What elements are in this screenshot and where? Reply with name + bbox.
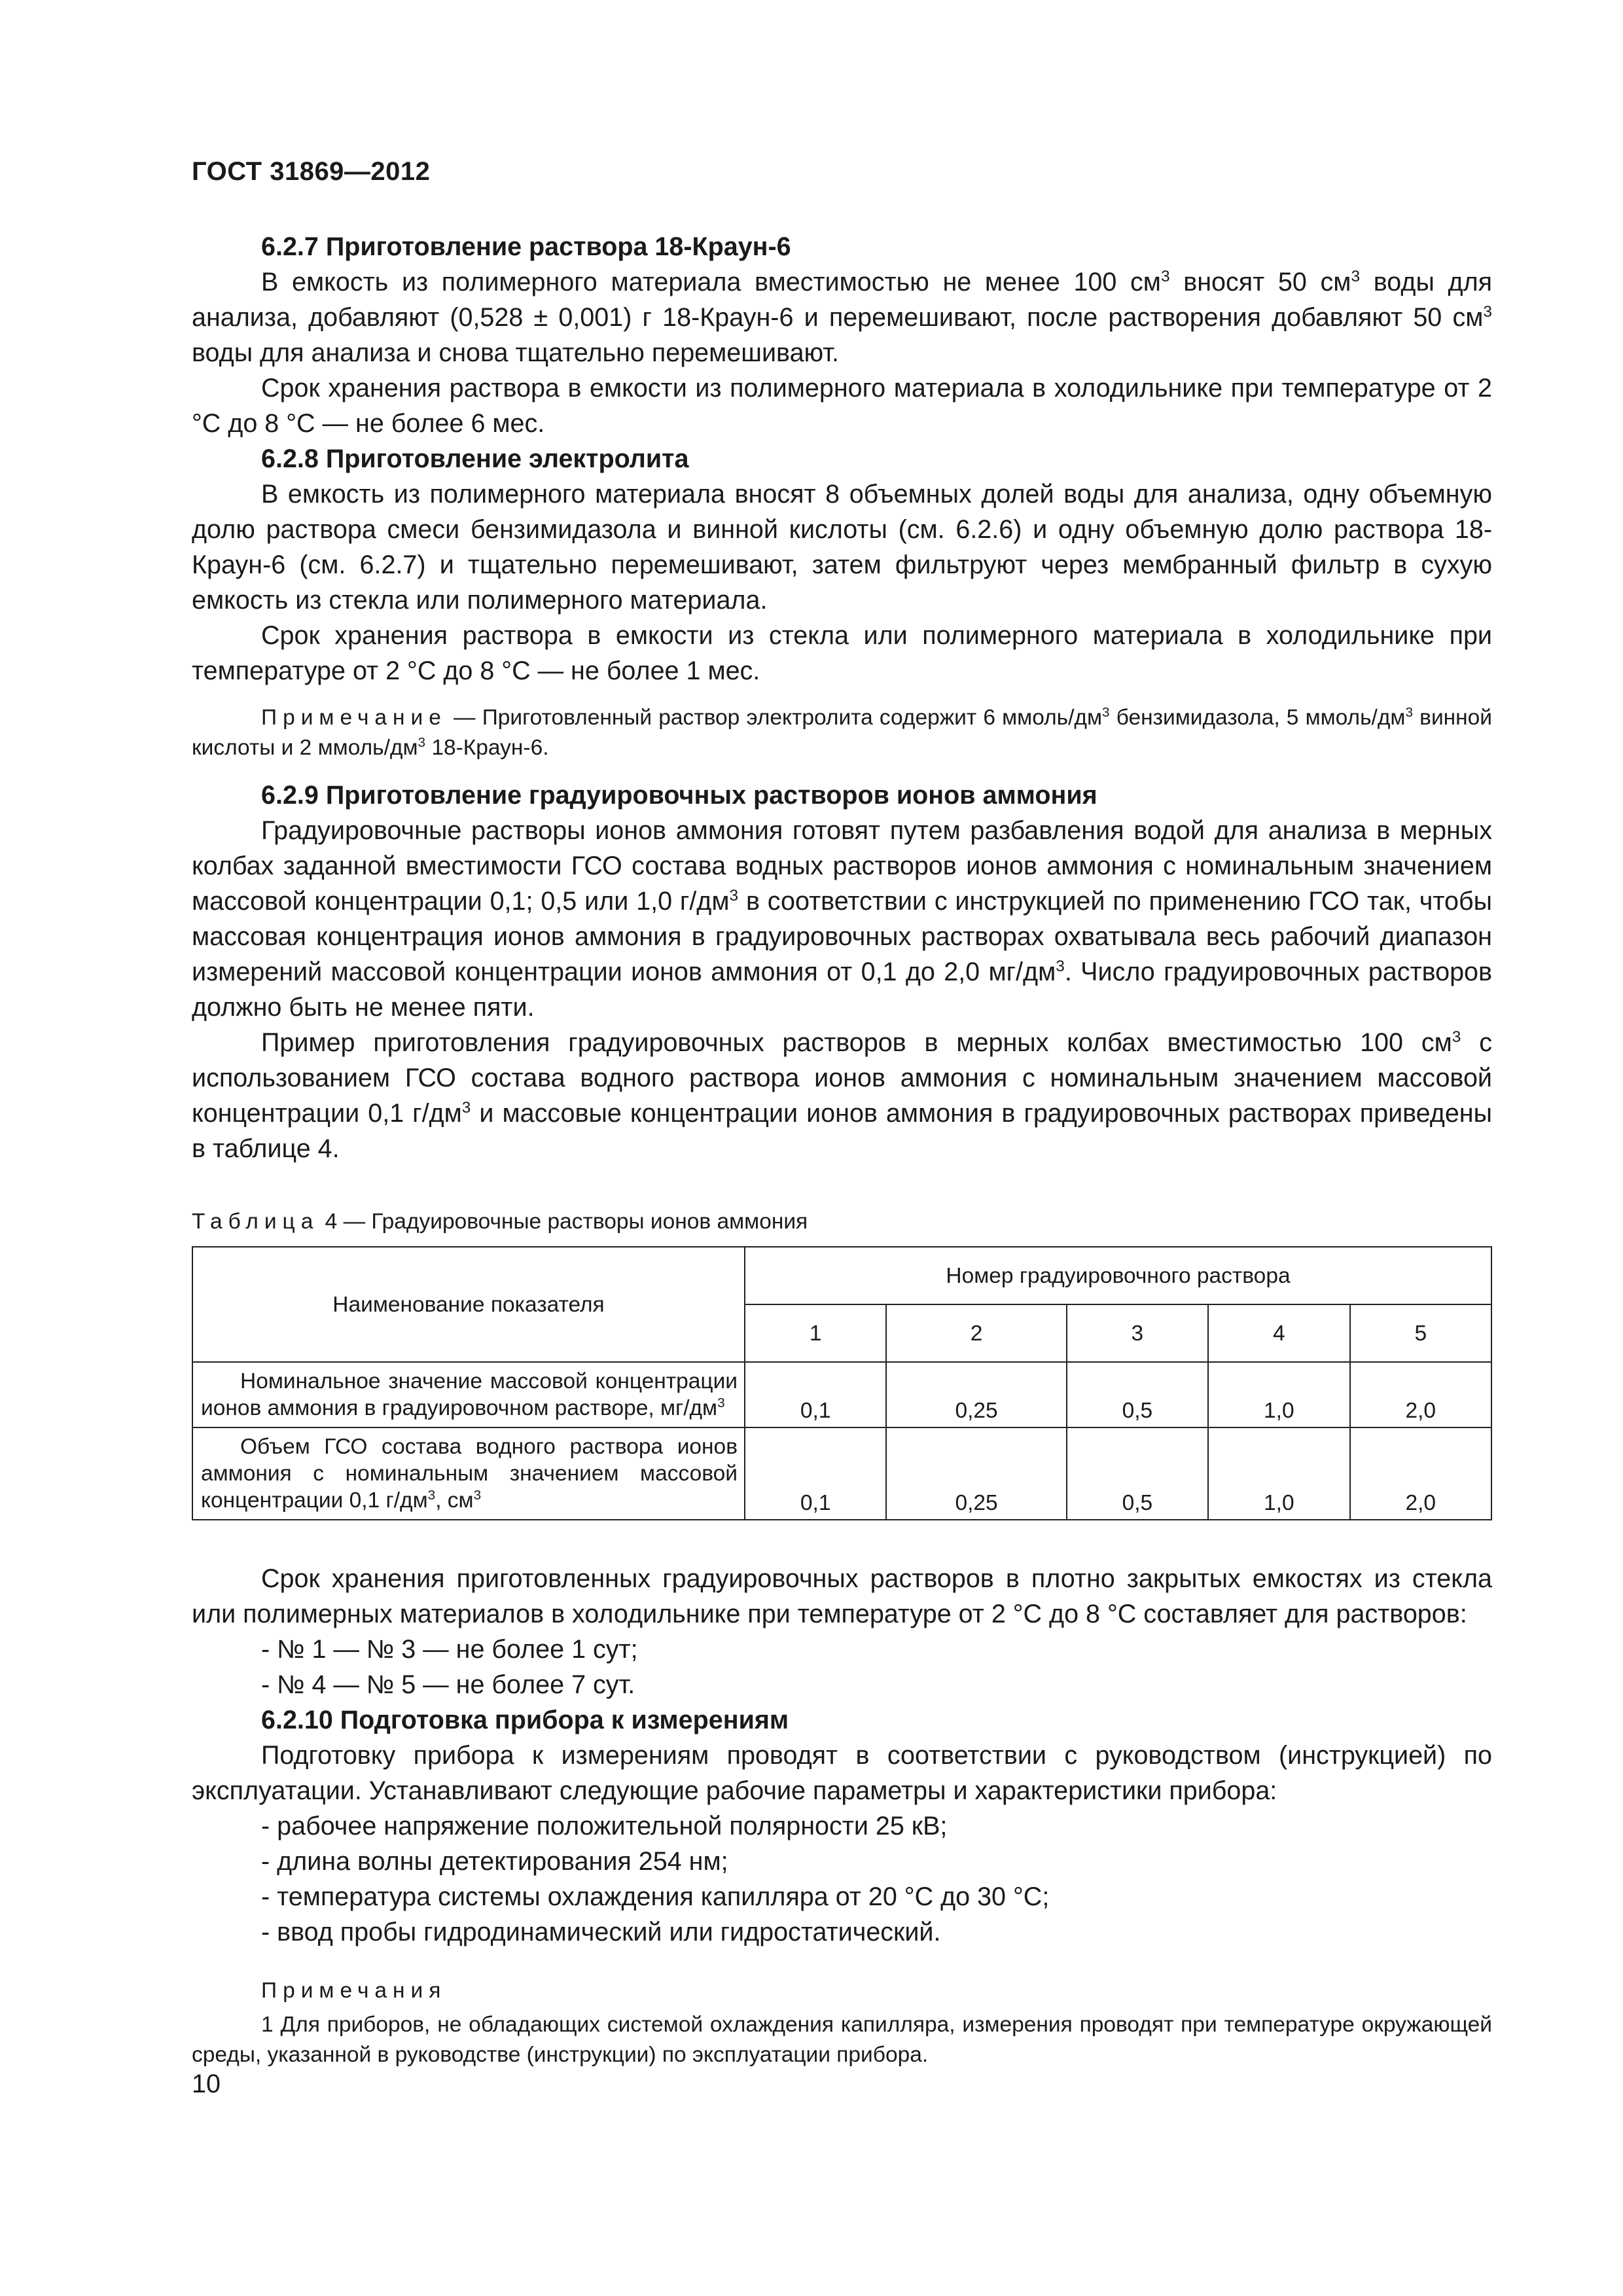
paragraph-6-2-7-1: В емкость из полимерного материала вместимостью не менее 100 $см^3$ вносят 50 $см^3$ воды для анализа, добавляют (0,528 ± 0,001) г 18-Краун-6 и перемешивают, после растворения добавляют 50 $см^3$ воды для анализа и снова тщательно перемешивают. xyxy=(192,267,1493,367)
table-header-col: 2 xyxy=(886,1304,1066,1362)
table-cell: 0,25 xyxy=(886,1362,1066,1427)
document-header: ГОСТ 31869—2012 xyxy=(192,157,431,186)
table-row-label: Объем ГСО состава водного раствора ионов аммония с номинальным значением массовой концентрации 0,1 $г/дм^3$, $см^3$ xyxy=(192,1427,745,1520)
section-heading-6-2-10: 6.2.10 Подготовка прибора к измерениям xyxy=(261,1706,789,1734)
document-body xyxy=(192,229,1492,2070)
table-cell: 2,0 xyxy=(1350,1427,1491,1520)
list-item: - температура системы охлаждения капилляра от 20 °С до 30 °С; xyxy=(261,1882,1050,1911)
list-item: - № 1 — № 3 — не более 1 сут; xyxy=(261,1635,638,1664)
page-number: 10 xyxy=(192,2070,221,2098)
table-cell: 0,1 xyxy=(745,1362,886,1427)
paragraph-6-2-8-2: Срок хранения раствора в емкости из стекла или полимерного материала в холодильнике при температуре от 2 °С до 8 °С — не более 1 мес. xyxy=(192,621,1492,685)
table-cell: 1,0 xyxy=(1208,1362,1349,1427)
table-cell: 2,0 xyxy=(1350,1362,1491,1427)
table-row xyxy=(192,1427,1491,1520)
table-header-col: 3 xyxy=(1067,1304,1208,1362)
paragraph-6-2-10-1: Подготовку прибора к измерениям проводят в соответствии с руководством (инструкцией) по эксплуатации. Устанавливают следующие рабочие параметры и характеристики прибора: xyxy=(192,1741,1492,1805)
note-1: 1 Для приборов, не обладающих системой охлаждения капилляра, измерения проводят при температуре окружающей среды, указанной в руководстве (инструкции) по эксплуатации прибора. xyxy=(192,2013,1492,2067)
table-header-group: Номер градуировочного раствора xyxy=(745,1247,1491,1304)
table-header-col: 5 xyxy=(1350,1304,1491,1362)
table-cell: 0,5 xyxy=(1067,1427,1208,1520)
table-row xyxy=(192,1362,1491,1427)
table-header-col: 4 xyxy=(1208,1304,1349,1362)
paragraph-6-2-9-1: Градуировочные растворы ионов аммония готовят путем разбавления водой для анализа в мерных колбах заданной вместимости ГСО состава водных растворов ионов аммония с номинальным значением массовой концентрации 0,1; 0,5 или 1,0 $г/дм^3$ в соответствии с инструкцией по применению ГСО так, чтобы массовая концентрация ионов аммония в градуировочных растворах охватывала весь рабочий диапазон измерений массовой концентрации ионов аммония от 0,1 до 2,0 $мг/дм^3$. Число градуировочных растворов должно быть не менее пяти. xyxy=(192,816,1492,1022)
table-cell: 0,25 xyxy=(886,1427,1066,1520)
notes-label: Примечания xyxy=(261,1979,447,2003)
table-header-name: Наименование показателя xyxy=(192,1247,745,1362)
paragraph-6-2-8-1: В емкость из полимерного материала вносят 8 объемных долей воды для анализа, одну объемную долю раствора смеси бензимидазола и винной кислоты (см. 6.2.6) и одну объемную долю раствора 18-Краун-6 (см. 6.2.7) и тщательно перемешивают, затем фильтруют через мембранный фильтр в сухую емкость из стекла или полимерного материала. xyxy=(192,480,1492,615)
section-heading-6-2-8: 6.2.8 Приготовление электролита xyxy=(261,444,689,473)
table-row-label: Номинальное значение массовой концентрации ионов аммония в градуировочном растворе, $мг/дм^3$ xyxy=(192,1362,745,1427)
paragraph-6-2-7-2: Срок хранения раствора в емкости из полимерного материала в холодильнике при температуре от 2 °С до 8 °С — не более 6 мес. xyxy=(192,374,1492,438)
paragraph-storage: Срок хранения приготовленных градуировочных растворов в плотно закрытых емкостях из стекла или полимерных материалов в холодильнике при температуре от 2 °С до 8 °С составляет для растворов: xyxy=(192,1564,1492,1628)
table-cell: 0,1 xyxy=(745,1427,886,1520)
list-item: - рабочее напряжение положительной полярности 25 кВ; xyxy=(261,1812,948,1840)
table-4 xyxy=(192,1246,1492,1520)
table-header-col: 1 xyxy=(745,1304,886,1362)
list-item: - длина волны детектирования 254 нм; xyxy=(261,1847,728,1876)
table-cell: 0,5 xyxy=(1067,1362,1208,1427)
paragraph-6-2-9-2: Пример приготовления градуировочных растворов в мерных колбах вместимостью 100 $см^3$ с использованием ГСО состава водного раствора ионов аммония с номинальным значением массовой концентрации 0,1 $г/дм^3$ и массовые концентрации ионов аммония в градуировочных растворах приведены в таблице 4. xyxy=(192,1028,1492,1163)
table-cell: 1,0 xyxy=(1208,1427,1349,1520)
section-heading-6-2-7: 6.2.7 Приготовление раствора 18-Краун-6 xyxy=(261,232,791,261)
section-heading-6-2-9: 6.2.9 Приготовление градуировочных растворов ионов аммония xyxy=(261,781,1097,810)
table-caption: Таблица 4 — Градуировочные растворы ионов аммония xyxy=(192,1210,808,1234)
list-item: - № 4 — № 5 — не более 7 сут. xyxy=(261,1670,635,1699)
note-6-2-8: Примечание — Приготовленный раствор электролита содержит 6 ммоль/$дм^3$ бензимидазола, 5 ммоль/$дм^3$ винной кислоты и 2 ммоль/$дм^3$ 18-Краун-6. xyxy=(192,704,1493,760)
list-item: - ввод пробы гидродинамический или гидростатический. xyxy=(261,1918,941,1946)
